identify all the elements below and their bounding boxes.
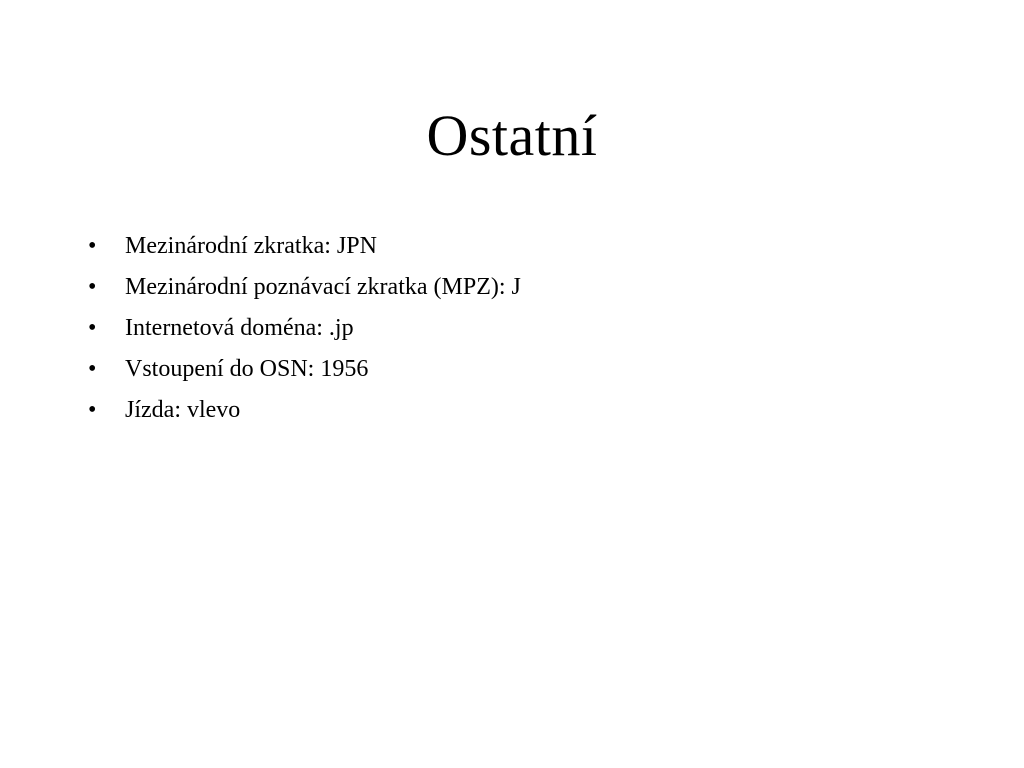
bullet-icon: • <box>88 274 97 300</box>
bullet-icon: • <box>88 397 97 423</box>
list-item-text: Mezinárodní zkratka: JPN <box>125 233 377 259</box>
bullet-icon: • <box>88 356 97 382</box>
list-item-text: Vstoupení do OSN: 1956 <box>125 356 369 382</box>
slide-title: Ostatní <box>426 103 598 168</box>
list-item-text: Mezinárodní poznávací zkratka (MPZ): J <box>125 274 521 300</box>
bullet-icon: • <box>88 315 97 341</box>
bullet-icon: • <box>88 233 97 259</box>
list-item-text: Jízda: vlevo <box>125 397 241 423</box>
list-item-text: Internetová doména: .jp <box>125 315 354 341</box>
